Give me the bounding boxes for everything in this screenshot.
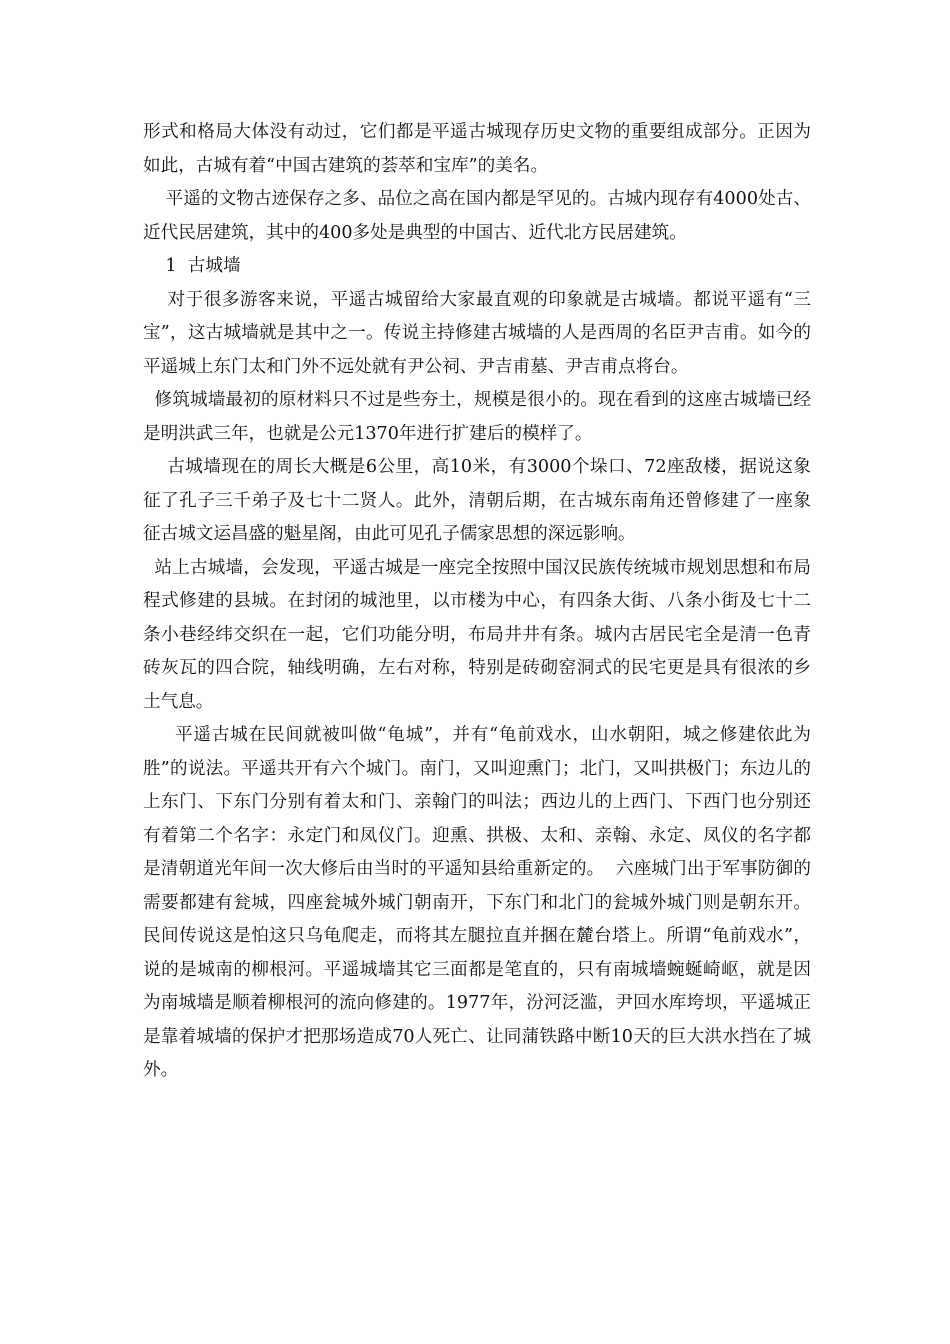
- paragraph-wall-materials: 修筑城墙最初的原材料只不过是些夯土，规模是很小的。现在看到的这座古城墙已经是明洪武三年，也就是公元1370年进行扩建后的模样了。: [143, 390, 811, 444]
- paragraph-relics: 平遥的文物古迹保存之多、品位之高在国内都是罕见的。古城内现存有4000处古、近代民居建筑，其中的400多处是典型的中国古、近代北方民居建筑。: [143, 189, 811, 243]
- paragraph-wall-dimensions: 古城墙现在的周长大概是6公里，高10米，有3000个垛口、72座敌楼，据说这象征了孔子三千弟子及七十二贤人。此外，清朝后期，在古城东南角还曾修建了一座象征古城文运昌盛的魁星阁，由此可见孔子儒家思想的深远影响。: [143, 457, 811, 544]
- paragraph-city-wall-intro: 对于很多游客来说，平遥古城留给大家最直观的印象就是古城墙。都说平遥有“三宝”，这古城墙就是其中之一。传说主持修建古城墙的人是西周的名臣尹吉甫。如今的平遥城上东门太和门外不远处就有尹公祠、尹吉甫墓、尹吉甫点将台。: [143, 289, 812, 377]
- paragraph-city-layout: 站上古城墙，会发现，平遥古城是一座完全按照中国汉民族传统城市规划思想和布局程式修建的县城。在封闭的城池里，以市楼为中心，有四条大街、八条小街及七十二条小巷经纬交织在一起，它们功能分明，布局井井有条。城内古居民宅全是清一色青砖灰瓦的四合院，轴线明确，左右对称，特别是砖砌窑洞式的民宅更是具有很浓的乡土气息。: [143, 557, 811, 712]
- section-heading-city-wall: 1 古城墙: [143, 256, 241, 276]
- paragraph-turtle-city: 平遥古城在民间就被叫做“龟城”，并有“龟前戏水，山水朝阳，城之修建依此为胜”的说法。平遥共开有六个城门。南门，又叫迎熏门；北门，又叫拱极门；东边儿的上东门、下东门分别有着太和门、亲翰门的叫法；西边儿的上西门、下西门也分别还有着第二个名字：永定门和凤仪门。迎熏、拱极、太和、亲翰、永定、凤仪的名字都是清朝道光年间一次大修后由当时的平遥知县给重新定的。 六座城门出于军事防御的需要都建有瓮城，四座瓮城外城门朝南开，下东门和北门的瓮城外城门则是朝东开。民间传说这是怕这只乌龟爬走，而将其左腿拉直并捆在麓台塔上。所谓“龟前戏水”，说的是城南的柳根河。平遥城墙其它三面都是笔直的，只有南城墙蜿蜒崎岖，就是因为南城墙是顺着柳根河的流向修建的。1977年，汾河泛滥，尹回水库垮坝，平遥城正是靠着城墙的保护才把那场造成70人死亡、让同蒲铁路中断10天的巨大洪水挡在了城外。: [143, 725, 811, 1080]
- document-body: [143, 116, 811, 1088]
- paragraph-continued: 形式和格局大体没有动过，它们都是平遥古城现存历史文物的重要组成部分。正因为如此，古城有着“中国古建筑的荟萃和宝库”的美名。: [143, 122, 811, 176]
